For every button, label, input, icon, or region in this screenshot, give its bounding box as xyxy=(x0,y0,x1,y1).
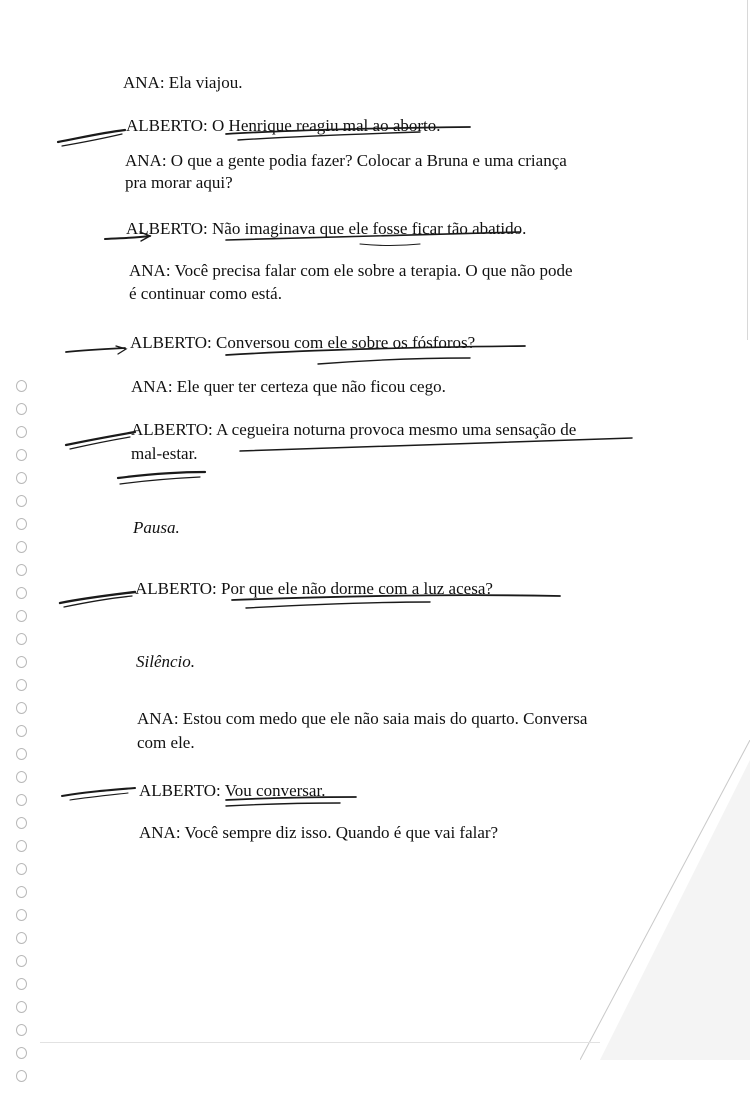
binder-hole-icon xyxy=(16,794,27,806)
binder-hole-icon xyxy=(16,1001,27,1013)
page-bottom-edge xyxy=(40,1042,600,1043)
line-ana-2b: pra morar aqui? xyxy=(125,173,233,192)
binder-hole-icon xyxy=(16,978,27,990)
line-alberto-6: ALBERTO: Vou conversar. xyxy=(139,781,326,800)
line-alberto-4a: ALBERTO: A cegueira noturna provoca mesmo uma sensação de xyxy=(131,420,577,439)
pen-arrow-icon xyxy=(66,348,125,352)
line-ana-1: ANA: Ela viajou. xyxy=(123,73,243,92)
pen-arrow-icon xyxy=(58,130,125,142)
binder-hole-icon xyxy=(16,495,27,507)
binder-hole-icon xyxy=(16,725,27,737)
binder-hole-icon xyxy=(16,702,27,714)
binder-hole-icon xyxy=(16,449,27,461)
line-ana-5a: ANA: Estou com medo que ele não saia mais do quarto. Conversa xyxy=(137,709,588,728)
line-alberto-3: ALBERTO: Conversou com ele sobre os fósforos? xyxy=(130,333,476,352)
binder-hole-icon xyxy=(16,771,27,783)
line-alberto-1: ALBERTO: O Henrique reagiu mal ao aborto. xyxy=(126,116,441,135)
binder-hole-icon xyxy=(16,932,27,944)
binder-hole-icon xyxy=(16,610,27,622)
binder-holes xyxy=(16,380,30,1093)
binder-hole-icon xyxy=(16,633,27,645)
line-ana-3a: ANA: Você precisa falar com ele sobre a terapia. O que não pode xyxy=(129,261,573,280)
binder-hole-icon xyxy=(16,679,27,691)
line-ana-3b: é continuar como está. xyxy=(129,284,282,303)
stage-direction-silencio: Silêncio. xyxy=(136,652,196,671)
binder-hole-icon xyxy=(16,564,27,576)
binder-hole-icon xyxy=(16,403,27,415)
binder-hole-icon xyxy=(16,426,27,438)
line-alberto-2: ALBERTO: Não imaginava que ele fosse ficar tão abatido. xyxy=(126,219,527,238)
binder-hole-icon xyxy=(16,1024,27,1036)
line-ana-2a: ANA: O que a gente podia fazer? Colocar a Bruna e uma criança xyxy=(125,151,567,170)
line-ana-5b: com ele. xyxy=(137,733,195,752)
binder-hole-icon xyxy=(16,817,27,829)
binder-hole-icon xyxy=(16,909,27,921)
binder-hole-icon xyxy=(16,380,27,392)
binder-hole-icon xyxy=(16,863,27,875)
pen-arrow-icon xyxy=(60,592,135,603)
binder-hole-icon xyxy=(16,1047,27,1059)
binder-hole-icon xyxy=(16,840,27,852)
pen-arrow-icon xyxy=(66,432,135,445)
binder-hole-icon xyxy=(16,518,27,530)
stage-direction-pausa: Pausa. xyxy=(133,518,180,537)
page-edge-shadow xyxy=(747,0,748,340)
binder-hole-icon xyxy=(16,1070,27,1082)
line-alberto-5: ALBERTO: Por que ele não dorme com a luz acesa? xyxy=(135,579,493,598)
binder-hole-icon xyxy=(16,587,27,599)
binder-hole-icon xyxy=(16,541,27,553)
binder-hole-icon xyxy=(16,955,27,967)
binder-hole-icon xyxy=(16,748,27,760)
line-ana-4: ANA: Ele quer ter certeza que não ficou cego. xyxy=(131,377,446,396)
pen-arrow-icon xyxy=(62,788,135,796)
folded-corner-shadow xyxy=(580,740,750,1060)
binder-hole-icon xyxy=(16,472,27,484)
binder-hole-icon xyxy=(16,886,27,898)
line-alberto-4b: mal-estar. xyxy=(131,444,198,463)
line-ana-6: ANA: Você sempre diz isso. Quando é que vai falar? xyxy=(139,823,499,842)
binder-hole-icon xyxy=(16,656,27,668)
